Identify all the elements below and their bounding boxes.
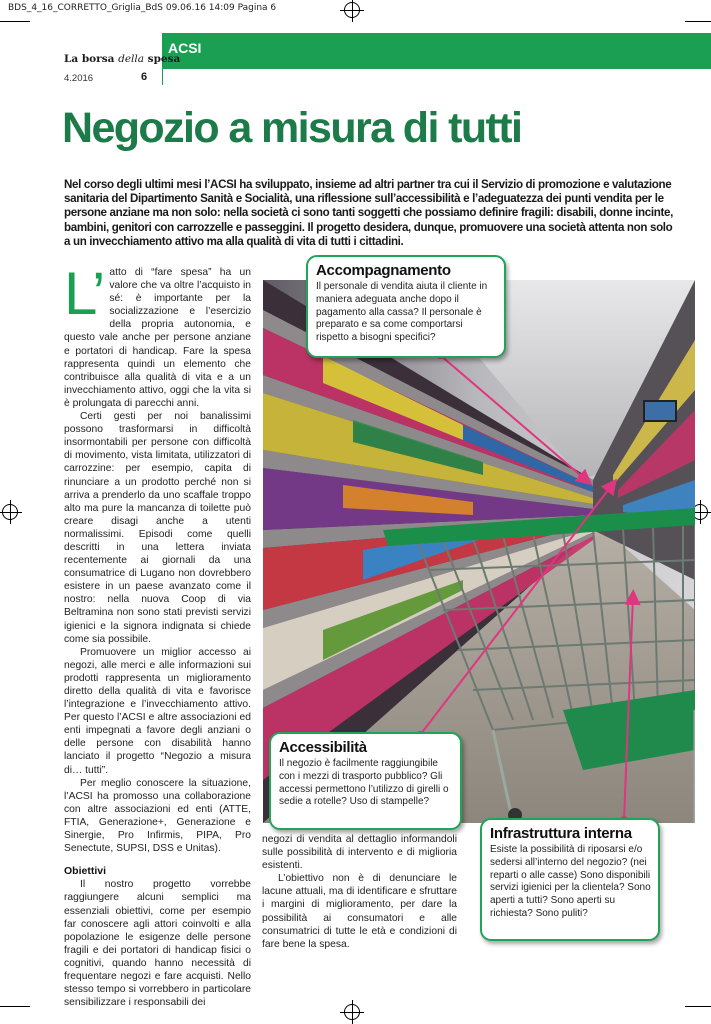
arrow-infrastruttura bbox=[624, 597, 633, 820]
callout-title: Infrastruttura interna bbox=[490, 825, 632, 842]
callout-text: Il personale di vendita aiuta il cliente in maniera adeguata anche dopo il pagamento alla cassa? Il personale è preparato e sa come comportarsi rispetto a bisogni specifici? bbox=[316, 281, 488, 344]
callout-title: Accompagnamento bbox=[316, 262, 451, 279]
callout-accessibilita bbox=[269, 732, 462, 830]
print-slug: BDS_4_16_CORRETTO_Griglia_BdS 09.06.16 14:09 Pagina 6 bbox=[8, 3, 277, 13]
article-lead: Nel corso degli ultimi mesi l’ACSI ha sviluppato, insieme ad altri partner tra cui il Servizio di promozione e valutazione sanitaria del Dipartimento Sanità e Socialità, una riflessione sull’accessibilità e l’adeguatezza dei punti vendita per le persone anziane ma non solo: nella società ci sono tanti soggetti che possiamo definire fragili: disabili, donne incinte, bambini, genitori con carrozzelle e passeggini. Il progetto desidera, dunque, promuovere una società attenta non solo a un invecchiamento attivo ma alla qualità di vita di tutti i cittadini. bbox=[64, 178, 673, 248]
body-paragraph: Il nostro progetto vorrebbe raggiungere alcuni semplici ma essenziali obiettivi, come per esempio far conoscere agli attori coinvolti e alla popolazione le esigenze delle persone fragili e dei portatori di handicap fisici o cognitivi, quando hanno necessità di frequentare negozi e fare acquisti. Nello stesso tempo si vorrebbero in particolare sensibilizzare i responsabili dei bbox=[64, 879, 251, 1009]
magazine-logo: La borsa della spesa bbox=[64, 53, 181, 65]
body-paragraph: Per meglio conoscere la situazione, l’ACSI ha promosso una collaborazione con altre associazioni ed enti (ATTE, FTIA, Generazione+, Generazione e Sinergie, Pro Infirmis, PIPA, Pro Senectute, SUPSI, DSS e Unitas). bbox=[64, 777, 251, 855]
article-title: Negozio a misura di tutti bbox=[62, 104, 522, 152]
arrow-accessibilita bbox=[420, 485, 612, 735]
arrow-accompagnamento bbox=[440, 355, 586, 480]
body-paragraph: Promuovere un miglior accesso ai negozi, alle merci e alle informazioni sui prodotti rappresenta un miglioramento diretto della qualità di vita e favorisce l’integrazione e l’invecchiamento attivo. Per questo l’ACSI e altre associazioni ed enti impegnati a favore degli anziani o delle persone con disabilità hanno lanciato il progetto “Negozio a misura di… tutti”. bbox=[64, 646, 251, 776]
article-column-2 bbox=[262, 833, 457, 951]
page-number: 6 bbox=[141, 71, 148, 83]
callout-accompagnamento bbox=[306, 255, 506, 358]
callout-infrastruttura bbox=[480, 818, 660, 941]
subheading-obiettivi: Obiettivi bbox=[64, 865, 107, 878]
body-paragraph: L’obiettivo non è di denunciare le lacune attuali, ma di identificare e sfruttare i margini di miglioramento, per dare la possibilità ai consumatori e alle consumatrici di tutte le età e condizioni di fare bene la spesa. bbox=[262, 873, 457, 950]
section-label: ACSI bbox=[168, 40, 202, 56]
issue-date: 4.2016 bbox=[64, 73, 94, 84]
callout-text: Esiste la possibilità di riposarsi e/o sedersi all’interno del negozio? (nei reparti o alle casse) Sono disponibili servizi igienici per la clientela? Sono aperti a tutti? Sono aperti su richiesta? Sono puliti? bbox=[490, 844, 651, 919]
callout-title: Accessibilità bbox=[279, 739, 367, 756]
drop-cap: L’ bbox=[64, 260, 104, 327]
body-paragraph: atto di “fare spesa” ha un valore che va oltre l’acquisto in sé: è importante per la socializzazione e l’esercizio della propria autonomia, e questo vale anche per persone anziane e portatori di handicap. Fare la spesa rappresenta quindi un elemento che contribuisce alla qualità di vita e a un invecchiamento attivo, oggi che la vita si è prolungata di parecchi anni. bbox=[64, 267, 251, 409]
body-paragraph: Certi gesti per noi banalissimi possono trasformarsi in difficoltà insormontabili per persone con difficoltà di movimento, vista limitata, utilizzatori di carrozzine: per esempio, capita di rinunciare a un prodotto perché non si arriva a prenderlo da uno scaffale troppo alto ma pure la mancanza di toilette può creare disagi anche a utenti normalissimi. Episodi come quelli descritti in una lettera inviata recentemente ai giornali da una consumatrice di Lugano non dovrebbero esistere in un paese avanzato come il nostro: nella nuova Coop di via Beltramina non sono stati previsti servizi igienici e la signora indignata si chiede come sia possibile. bbox=[64, 411, 251, 645]
callout-text: Il negozio è facilmente raggiungibile con i mezzi di trasporto pubblico? Gli accessi permettono l’utilizzo di girelli o sedie a rotelle? Uso di stampelle? bbox=[279, 758, 449, 808]
body-paragraph: negozi di vendita al dettaglio informandoli sulle possibilità di intervento e di miglioria esistenti. bbox=[262, 834, 457, 872]
